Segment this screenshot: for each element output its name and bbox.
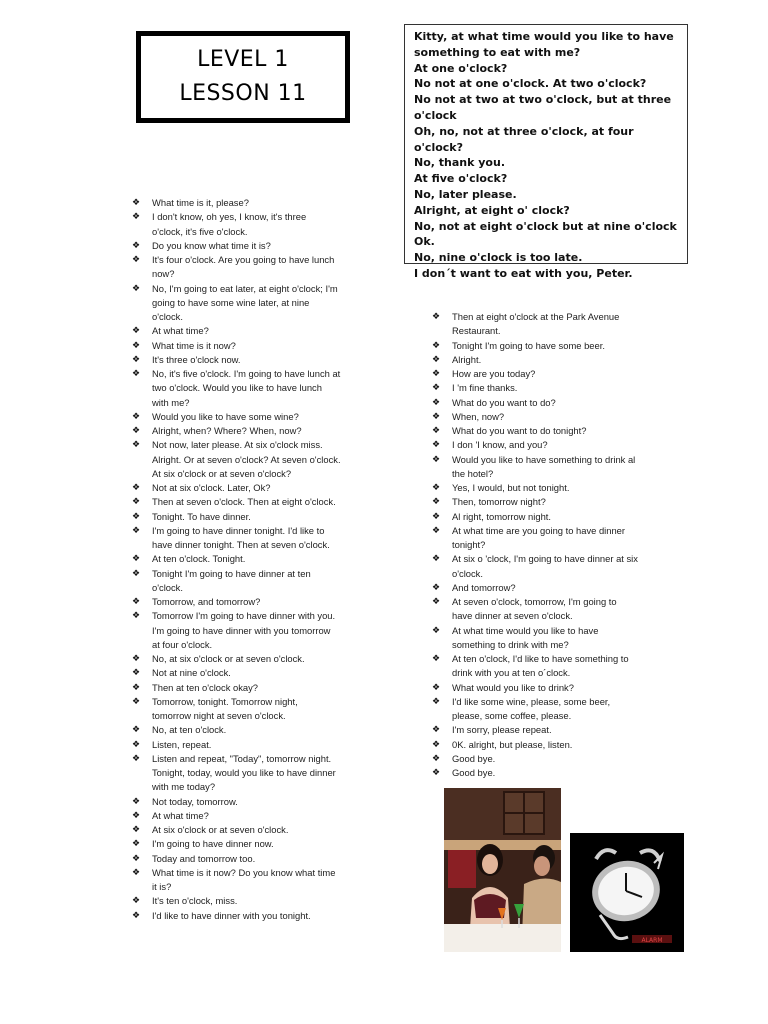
list-item: [430, 552, 670, 581]
lesson-heading: LESSON 11: [179, 81, 307, 106]
list-item: [430, 381, 670, 395]
dialog-line: No not at one o'clock. At two o'clock?: [414, 77, 647, 91]
list-item-text: I don 'I know, and you?: [452, 439, 548, 451]
list-item-text: Then, tomorrow night?: [452, 496, 546, 508]
list-item: [430, 624, 670, 653]
diamond-bullet-icon: ❖: [431, 654, 441, 664]
diamond-bullet-icon: ❖: [431, 511, 441, 522]
list-item-text: I'd like some wine, please, some beer, please, some coffee, please.: [452, 695, 611, 721]
dialog-line: No, thank you.: [414, 156, 505, 170]
list-item-text: Not today, tomorrow.: [152, 795, 238, 807]
list-item-text: At what time are you going to have dinner tonight?: [452, 524, 626, 550]
diamond-bullet-icon: ❖: [431, 426, 441, 436]
list-item-text: Then at eight o'clock at the Park Avenue Restaurant.: [452, 311, 620, 337]
alarm-clock-picture: [570, 833, 684, 952]
clock-caption: ALARM: [641, 937, 663, 944]
list-item-text: Do you know what time it is?: [152, 239, 271, 251]
list-item-text: I don't know, oh yes, I know, it's three o'clock, it's five o'clock.: [152, 211, 307, 237]
diamond-bullet-icon: ❖: [131, 696, 141, 707]
diamond-bullet-icon: ❖: [131, 910, 141, 921]
list-item-text: It's ten o'clock, miss.: [152, 895, 238, 907]
list-item: [130, 894, 366, 908]
diamond-bullet-icon: ❖: [431, 354, 441, 365]
diamond-bullet-icon: ❖: [131, 896, 141, 907]
diamond-bullet-icon: ❖: [431, 625, 441, 636]
diamond-bullet-icon: ❖: [131, 497, 141, 508]
list-item-text: At ten o'clock. Tonight.: [152, 553, 246, 565]
list-item-text: How are you today?: [452, 368, 536, 379]
list-item-text: Tonight I'm going to have dinner at ten o'clock.: [152, 567, 311, 593]
list-item: [130, 795, 366, 809]
diamond-bullet-icon: ❖: [431, 582, 441, 593]
right-dialogue-list: [430, 310, 670, 780]
list-item-text: What time is it now? Do you know what time it is?: [152, 866, 336, 892]
list-item-text: Tomorrow, tonight. Tomorrow night, tomorrow night at seven o'clock.: [152, 695, 298, 721]
list-item-text: Listen, repeat.: [152, 738, 212, 750]
list-item-text: Yes, I would, but not tonight.: [452, 482, 570, 493]
diamond-bullet-icon: ❖: [131, 340, 141, 351]
diamond-bullet-icon: ❖: [431, 440, 441, 451]
list-item-text: Tonight I'm going to have some beer.: [452, 339, 605, 351]
list-item: [130, 723, 366, 737]
list-item-text: What do you want to do?: [452, 396, 556, 408]
list-item-text: What time is it now?: [152, 339, 236, 351]
list-item: [430, 738, 670, 752]
list-item-text: Not at six o'clock. Later, Ok?: [152, 482, 271, 493]
list-item: [130, 909, 366, 923]
list-item-text: Listen and repeat, "Today", tomorrow night. Tonight, today, would you like to have dinner with me today?: [152, 752, 336, 793]
diamond-bullet-icon: ❖: [431, 739, 441, 750]
list-item-text: Then at seven o'clock. Then at eight o'clock.: [152, 496, 336, 508]
diamond-bullet-icon: ❖: [131, 255, 141, 265]
list-item-text: Not now, later please. At six o'clock miss. Alright. Or at seven o'clock? At seven o'clock. At six o'clock or at seven o'clock?: [152, 439, 341, 479]
diamond-bullet-icon: ❖: [131, 525, 141, 536]
list-item: [130, 367, 366, 410]
list-item-text: I 'm fine thanks.: [452, 382, 518, 394]
diamond-bullet-icon: ❖: [131, 326, 141, 337]
list-item: [430, 424, 670, 438]
list-item: [430, 723, 670, 737]
list-item-text: And tomorrow?: [452, 581, 516, 593]
list-item-text: At what time?: [152, 325, 209, 337]
dialog-line: No not at two at two o'clock, but at three: [414, 93, 672, 107]
list-item: [130, 595, 366, 609]
diamond-bullet-icon: ❖: [431, 768, 441, 778]
list-item-text: I'm sorry, please repeat.: [452, 724, 552, 736]
diamond-bullet-icon: ❖: [131, 198, 141, 208]
list-item-text: No, I'm going to eat later, at eight o'clock; I'm going to have some wine later, at nine o'clock.: [152, 282, 338, 322]
diamond-bullet-icon: ❖: [131, 568, 141, 579]
dialog-line: At one o'clock?: [414, 61, 508, 75]
list-item-text: 0K. alright, but please, listen.: [452, 738, 573, 750]
list-item: [130, 567, 366, 596]
list-item: [130, 552, 366, 566]
list-item: [430, 353, 670, 367]
list-item: [430, 581, 670, 595]
list-item-text: At what time would you like to have something to drink with me?: [452, 624, 599, 650]
list-item-text: Today and tomorrow too.: [152, 852, 256, 864]
list-item: [130, 609, 366, 652]
list-item: [430, 752, 670, 766]
diamond-bullet-icon: ❖: [131, 554, 141, 565]
diamond-bullet-icon: ❖: [131, 283, 141, 294]
list-item: [130, 324, 366, 338]
diamond-bullet-icon: ❖: [431, 597, 441, 607]
list-item: [430, 595, 670, 624]
list-item-text: I'm going to have dinner tonight. I'd like to have dinner tonight. Then at seven o'clock.: [152, 524, 330, 550]
diamond-bullet-icon: ❖: [131, 682, 141, 693]
diamond-bullet-icon: ❖: [131, 739, 141, 750]
diamond-bullet-icon: ❖: [431, 682, 441, 693]
list-item: [130, 823, 366, 837]
list-item: [430, 510, 670, 524]
diamond-bullet-icon: ❖: [431, 696, 441, 707]
list-item-text: Then at ten o'clock okay?: [152, 681, 259, 693]
list-item: [430, 339, 670, 353]
diamond-bullet-icon: ❖: [131, 440, 141, 451]
restaurant-couple-photo: [444, 788, 561, 952]
dialog-line: I don´t want to eat with you, Peter.: [414, 266, 633, 280]
dialog-line: No, later please.: [414, 187, 517, 201]
list-item: [430, 681, 670, 695]
diamond-bullet-icon: ❖: [431, 483, 441, 493]
diamond-bullet-icon: ❖: [431, 525, 441, 536]
list-item: [430, 766, 670, 780]
list-item: [130, 495, 366, 509]
diamond-bullet-icon: ❖: [431, 397, 441, 408]
list-item: [430, 410, 670, 424]
list-item: [130, 866, 366, 895]
list-item-text: At ten o'clock, I'd like to have something to drink with you at ten o´clock.: [452, 653, 629, 679]
list-item: [430, 524, 670, 553]
list-item-text: Not at nine o'clock.: [152, 667, 231, 679]
dialog-box: [404, 24, 688, 280]
dialog-line: something to eat with me?: [414, 45, 581, 59]
list-item: [430, 453, 670, 482]
diamond-bullet-icon: ❖: [131, 753, 141, 764]
list-item: [430, 396, 670, 410]
list-item-text: It's four o'clock. Are you going to have lunch now?: [152, 254, 335, 280]
diamond-bullet-icon: ❖: [431, 340, 441, 351]
restaurant-couple-illustration: [444, 788, 561, 952]
list-item: [130, 652, 366, 666]
dialog-line: o'clock: [414, 108, 457, 122]
diamond-bullet-icon: ❖: [131, 611, 141, 622]
list-item: [430, 695, 670, 724]
diamond-bullet-icon: ❖: [431, 753, 441, 764]
list-item-text: At six o'clock or at seven o'clock.: [152, 824, 289, 835]
list-item-text: At six o 'clock, I'm going to have dinner at six o'clock.: [452, 553, 638, 579]
diamond-bullet-icon: ❖: [131, 810, 141, 821]
diamond-bullet-icon: ❖: [131, 511, 141, 522]
diamond-bullet-icon: ❖: [131, 369, 141, 379]
list-item: [130, 738, 366, 752]
lesson-title-box: [136, 31, 350, 123]
list-item-text: Al right, tomorrow night.: [452, 510, 551, 522]
list-item: [130, 852, 366, 866]
dialog-line: Alright, at eight o' clock?: [414, 203, 570, 217]
diamond-bullet-icon: ❖: [131, 354, 141, 365]
list-item-text: No, at ten o'clock.: [152, 724, 227, 736]
list-item-text: Tomorrow, and tomorrow?: [152, 596, 261, 607]
list-item: [130, 752, 366, 795]
diamond-bullet-icon: ❖: [431, 383, 441, 394]
list-item-text: I'd like to have dinner with you tonight.: [152, 909, 311, 921]
alarm-clock-icon: [570, 833, 684, 952]
list-item: [430, 438, 670, 452]
diamond-bullet-icon: ❖: [431, 725, 441, 736]
list-item-text: Tomorrow I'm going to have dinner with you. I'm going to have dinner with you tomorrow at four o'clock.: [152, 610, 336, 650]
list-item-text: At what time?: [152, 809, 209, 821]
list-item: [130, 424, 366, 438]
list-item-text: Alright.: [452, 353, 482, 365]
list-item: [130, 282, 366, 325]
list-item: [130, 524, 366, 553]
list-item: [130, 510, 366, 524]
list-item-text: Good bye.: [452, 752, 496, 764]
list-item: [130, 837, 366, 851]
level-heading: LEVEL 1: [197, 47, 289, 72]
dialog-line: Kitty, at what time would you like to have: [414, 30, 674, 43]
diamond-bullet-icon: ❖: [131, 796, 141, 807]
list-item: [130, 339, 366, 353]
diamond-bullet-icon: ❖: [431, 411, 441, 422]
diamond-bullet-icon: ❖: [131, 853, 141, 864]
list-item: [130, 681, 366, 695]
list-item: [130, 695, 366, 724]
diamond-bullet-icon: ❖: [131, 668, 141, 679]
list-item-text: I'm going to have dinner now.: [152, 838, 274, 850]
list-item: [130, 809, 366, 823]
list-item-text: When, now?: [452, 410, 505, 422]
diamond-bullet-icon: ❖: [131, 867, 141, 878]
diamond-bullet-icon: ❖: [131, 212, 141, 223]
list-item-text: At seven o'clock, tomorrow, I'm going to have dinner at seven o'clock.: [452, 596, 617, 622]
list-item: [430, 652, 670, 681]
diamond-bullet-icon: ❖: [431, 312, 441, 322]
list-item-text: Tonight. To have dinner.: [152, 510, 251, 522]
diamond-bullet-icon: ❖: [131, 825, 141, 835]
diamond-bullet-icon: ❖: [131, 411, 141, 422]
diamond-bullet-icon: ❖: [131, 654, 141, 664]
list-item: [130, 481, 366, 495]
list-item: [130, 410, 366, 424]
list-item: [130, 210, 366, 239]
dialog-line: No, nine o'clock is too late.: [414, 251, 583, 265]
list-item-text: Good bye.: [452, 767, 496, 778]
list-item-text: No, it's five o'clock. I'm going to have lunch at two o'clock. Would you like to have lunch with me?: [152, 368, 341, 408]
list-item: [130, 353, 366, 367]
list-item-text: Would you like to have some wine?: [152, 410, 299, 422]
dialog-line: At five o'clock?: [414, 172, 508, 186]
list-item-text: No, at six o'clock or at seven o'clock.: [152, 653, 305, 664]
list-item-text: Would you like to have something to drink al the hotel?: [452, 453, 636, 479]
dialog-line: No, not at eight o'clock but at nine o'clock Ok.: [414, 219, 677, 249]
list-item-text: What would you like to drink?: [452, 681, 574, 693]
diamond-bullet-icon: ❖: [431, 554, 441, 565]
list-item-text: What do you want to do tonight?: [452, 425, 587, 436]
diamond-bullet-icon: ❖: [131, 725, 141, 736]
diamond-bullet-icon: ❖: [131, 839, 141, 850]
diamond-bullet-icon: ❖: [431, 369, 441, 379]
dialog-line: Oh, no, not at three o'clock, at four o'clock?: [414, 124, 634, 154]
list-item: [430, 367, 670, 381]
diamond-bullet-icon: ❖: [131, 240, 141, 251]
list-item: [430, 310, 670, 339]
list-item-text: It's three o'clock now.: [152, 353, 241, 365]
list-item: [130, 196, 366, 210]
diamond-bullet-icon: ❖: [131, 426, 141, 436]
list-item: [130, 666, 366, 680]
list-item: [430, 481, 670, 495]
list-item-text: What time is it, please?: [152, 197, 249, 208]
list-item: [130, 239, 366, 253]
diamond-bullet-icon: ❖: [131, 483, 141, 493]
list-item: [130, 438, 366, 481]
diamond-bullet-icon: ❖: [431, 454, 441, 465]
list-item-text: Alright, when? Where? When, now?: [152, 425, 302, 436]
list-item: [130, 253, 366, 282]
list-item: [430, 495, 670, 509]
diamond-bullet-icon: ❖: [431, 497, 441, 508]
diamond-bullet-icon: ❖: [131, 597, 141, 607]
left-dialogue-list: [130, 196, 366, 923]
